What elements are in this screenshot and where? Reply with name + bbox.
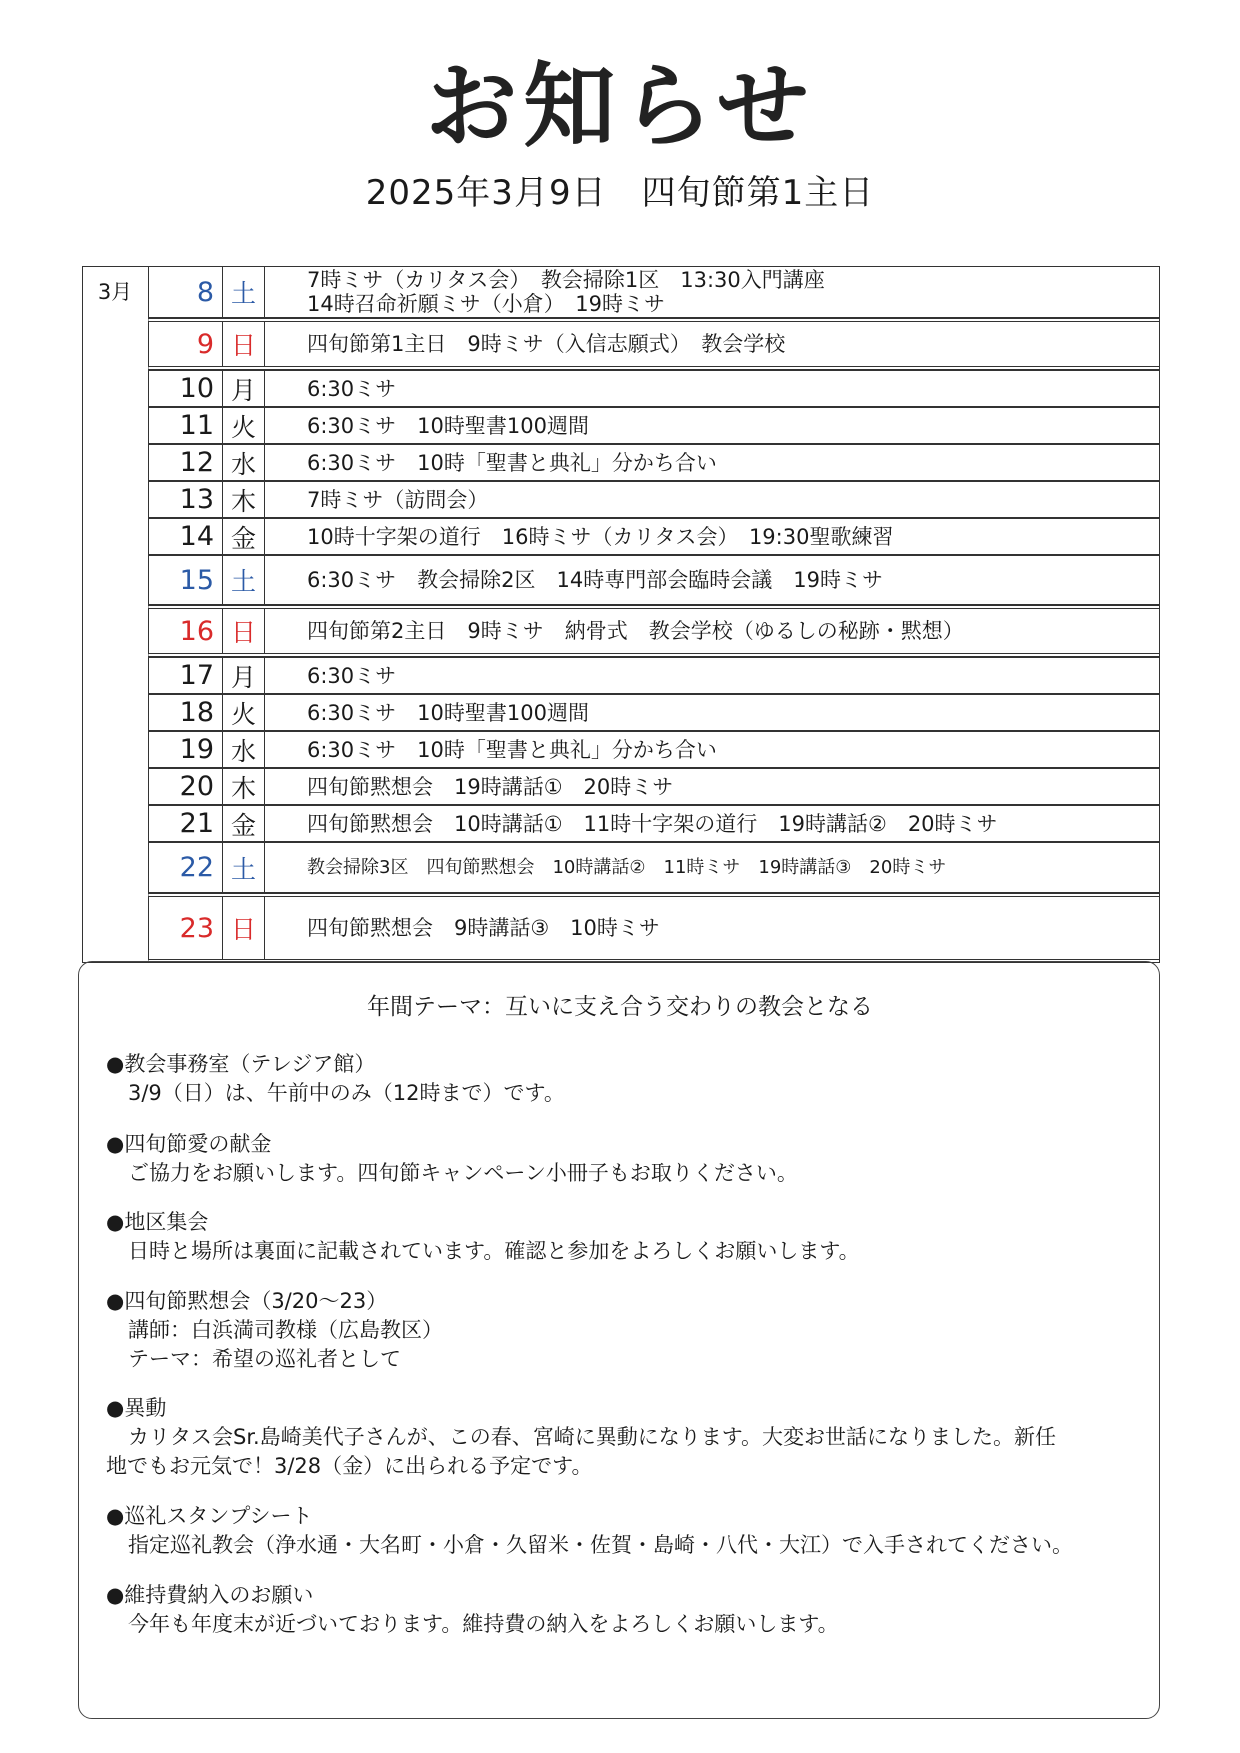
schedule-row — [148, 518, 1160, 555]
weekday: 金 — [223, 519, 265, 554]
day-events: 7時ミサ（訪問会） — [307, 487, 489, 512]
notice-body: 今年も年度末が近づいております。維持費の納入をよろしくお願いします。 — [128, 1612, 839, 1636]
schedule-row — [148, 694, 1160, 731]
day-number: 10 — [149, 371, 223, 406]
notice-heading: ●教会事務室（テレジア館） — [106, 1052, 376, 1076]
day-events: 10時十字架の道行 16時ミサ（カリタス会） 19:30聖歌練習 — [307, 524, 894, 549]
day-events: 四旬節黙想会 10時講話① 11時十字架の道行 19時講話② 20時ミサ — [307, 811, 998, 836]
weekday: 日 — [223, 322, 265, 366]
day-events: 6:30ミサ 10時聖書100週間 — [307, 413, 589, 438]
weekday: 日 — [223, 897, 265, 959]
notice-maintenance — [106, 1581, 839, 1639]
notice-body: 3/9（日）は、午前中のみ（12時まで）です。 — [128, 1081, 565, 1105]
notice-heading: ●異動 — [106, 1396, 167, 1420]
schedule-row — [148, 605, 1160, 657]
schedule-row — [148, 893, 1160, 963]
notice-body: ご協力をお願いします。四旬節キャンペーン小冊子もお取りください。 — [128, 1161, 798, 1185]
schedule-row — [148, 657, 1160, 694]
day-number: 23 — [149, 897, 223, 959]
day-events: 7時ミサ（カリタス会） 教会掃除1区 13:30入門講座 14時召命祈願ミサ（小倉） 19時ミサ — [307, 268, 825, 316]
notice-body: カリタス会Sr.島崎美代子さんが、この春、宮崎に異動になります。大変お世話になりました。新任 — [128, 1425, 1057, 1449]
weekday: 火 — [223, 695, 265, 730]
schedule-row — [148, 805, 1160, 842]
annual-theme: 年間テーマ：互いに支え合う交わりの教会となる — [367, 994, 873, 1020]
schedule-row — [148, 407, 1160, 444]
day-number: 16 — [149, 609, 223, 653]
notice-stamp — [106, 1502, 1073, 1560]
day-events: 6:30ミサ 教会掃除2区 14時専門部会臨時会議 19時ミサ — [307, 568, 883, 592]
schedule-row — [148, 318, 1160, 370]
day-number: 19 — [149, 732, 223, 767]
day-number: 15 — [149, 556, 223, 604]
notice-heading: ●巡礼スタンプシート — [106, 1504, 313, 1528]
weekday: 木 — [223, 769, 265, 804]
weekday: 月 — [223, 371, 265, 406]
day-number: 17 — [149, 658, 223, 693]
day-events: 6:30ミサ — [307, 663, 397, 688]
notice-donation — [106, 1130, 798, 1188]
weekday: 月 — [223, 658, 265, 693]
schedule-row — [148, 768, 1160, 805]
day-events: 教会掃除3区 四旬節黙想会 10時講話② 11時ミサ 19時講話③ 20時ミサ — [307, 856, 947, 878]
weekday: 水 — [223, 732, 265, 767]
weekday: 火 — [223, 408, 265, 443]
day-number: 11 — [149, 408, 223, 443]
weekday: 日 — [223, 609, 265, 653]
notice-transfer — [106, 1394, 1056, 1481]
notice-heading: ●維持費納入のお願い — [106, 1583, 314, 1607]
page-title: お知らせ — [425, 53, 815, 160]
schedule-row — [148, 555, 1160, 605]
schedule-row — [148, 842, 1160, 893]
day-number: 14 — [149, 519, 223, 554]
notice-heading: ●地区集会 — [106, 1210, 209, 1234]
month-label: 3月 — [97, 280, 133, 304]
day-number: 13 — [149, 482, 223, 517]
weekday: 金 — [223, 806, 265, 841]
schedule-row — [148, 370, 1160, 407]
day-number: 18 — [149, 695, 223, 730]
weekday: 土 — [223, 556, 265, 604]
day-number: 22 — [149, 843, 223, 892]
notice-office — [106, 1050, 565, 1108]
notice-body: 日時と場所は裏面に記載されています。確認と参加をよろしくお願いします。 — [128, 1239, 860, 1263]
day-number: 12 — [149, 445, 223, 480]
day-events: 6:30ミサ 10時「聖書と典礼」分かち合い — [307, 450, 717, 475]
notice-retreat — [106, 1287, 443, 1374]
notice-body: 指定巡礼教会（浄水通・大名町・小倉・久留米・佐賀・島崎・八代・大江）で入手されてください。 — [128, 1533, 1073, 1557]
weekday: 水 — [223, 445, 265, 480]
notice-body-cont: 地でもお元気で！3/28（金）に出られる予定です。 — [106, 1454, 593, 1478]
day-events: 四旬節黙想会 9時講話③ 10時ミサ — [307, 916, 660, 940]
weekday: 土 — [223, 267, 265, 317]
schedule-row — [148, 444, 1160, 481]
notice-district — [106, 1208, 860, 1266]
day-events: 6:30ミサ — [307, 376, 397, 401]
day-number: 20 — [149, 769, 223, 804]
notice-heading: ●四旬節愛の献金 — [106, 1132, 272, 1156]
weekday: 木 — [223, 482, 265, 517]
schedule-row — [148, 266, 1160, 318]
date-subtitle: 2025年3月9日 四旬節第1主日 — [365, 173, 875, 213]
day-events: 四旬節黙想会 19時講話① 20時ミサ — [307, 774, 674, 799]
day-events: 6:30ミサ 10時聖書100週間 — [307, 700, 589, 725]
schedule-row — [148, 481, 1160, 518]
schedule-row — [148, 731, 1160, 768]
day-events: 四旬節第1主日 9時ミサ（入信志願式） 教会学校 — [307, 332, 786, 356]
notice-heading: ●四旬節黙想会（3/20～23） — [106, 1289, 388, 1313]
day-number: 9 — [149, 322, 223, 366]
day-number: 8 — [149, 267, 223, 317]
day-events: 6:30ミサ 10時「聖書と典礼」分かち合い — [307, 737, 717, 762]
notice-body: 講師：白浜満司教様（広島教区） テーマ：希望の巡礼者として — [128, 1318, 443, 1371]
day-number: 21 — [149, 806, 223, 841]
weekday: 土 — [223, 843, 265, 892]
day-events: 四旬節第2主日 9時ミサ 納骨式 教会学校（ゆるしの秘跡・黙想） — [307, 619, 964, 643]
